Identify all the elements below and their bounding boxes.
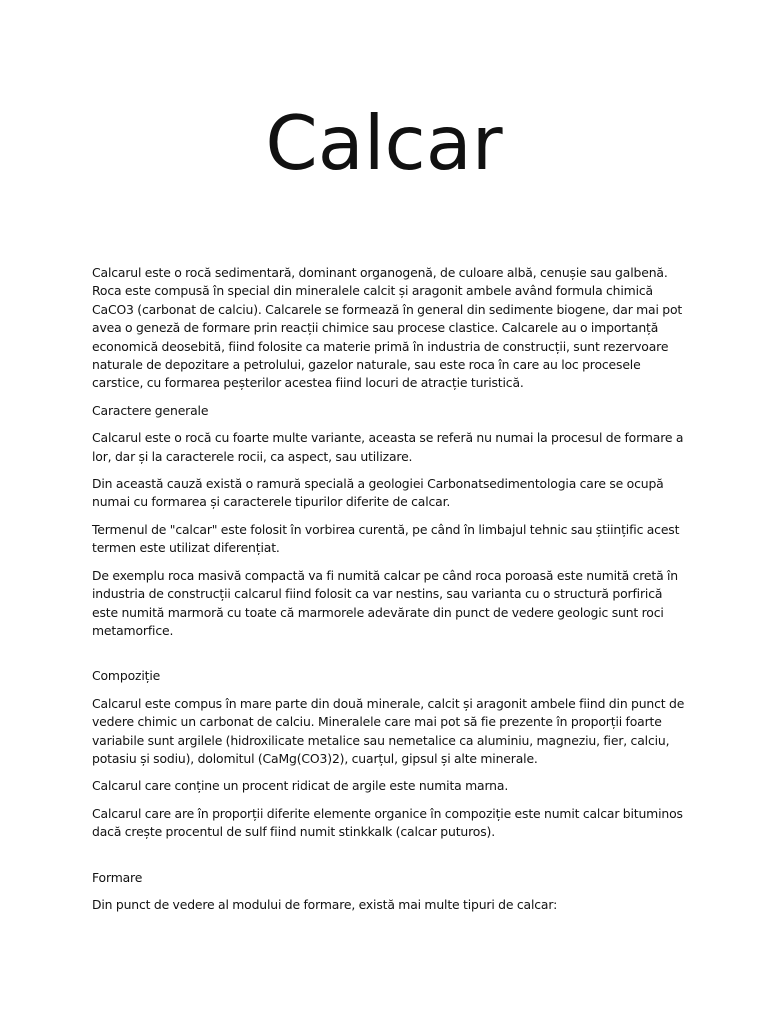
paragraph: Din această cauză există o ramură specială a geologiei Carbonatsedimentologia care se ocupă numai cu formarea și caracterele tipurilor diferite de calcar. bbox=[92, 476, 664, 510]
document-body bbox=[92, 264, 686, 923]
spacer bbox=[92, 649, 686, 667]
section-heading-composition: Compoziție bbox=[92, 668, 161, 684]
paragraph: Termenul de "calcar" este folosit în vorbirea curentă, pe când în limbajul tehnic sau științific acest termen este utilizat diferențiat. bbox=[92, 521, 680, 556]
paragraph: Calcarul care conține un procent ridicat de argile este numita marna. bbox=[92, 778, 509, 794]
intro-paragraph: Calcarul este o rocă sedimentară, dominant organogenă, de culoare albă, cenușie sau galbenă. Roca este compusă în special din mineralele calcit și aragonit ambele având formula chimică CaCO3 (carbonat de calciu). Calcarele se formează în general din sedimente biogene, dar mai pot avea o geneză de formare prin reacții chimice sau procese clastice. Calcarele au o importanță economică deosebită, fiind folosite ca materie primă în industria de construcții, sunt rezervoare naturale de depozitare a petrolului, gazelor naturale, sau este roca în care au loc procesele carstice, cu formarea peșterilor acestea fiind locuri de atracție turistică. bbox=[92, 265, 683, 391]
spacer bbox=[92, 851, 686, 869]
paragraph: Calcarul este compus în mare parte din două minerale, calcit și aragonit ambele fiind din punct de vedere chimic un carbonat de calciu. Mineralele care mai pot să fie prezente în proporții foarte variabile sunt argilele (hidroxilicate metalice sau nemetalice ca aluminiu, magneziu, fier, calciu, potasiu și sodiu), dolomitul (CaMg(CO3)2), cuarțul, gipsul și alte minerale. bbox=[92, 695, 685, 766]
document-title: Calcar bbox=[265, 99, 503, 187]
section-heading-formation: Formare bbox=[92, 869, 143, 885]
section-heading-general: Caractere generale bbox=[92, 402, 209, 418]
paragraph: Din punct de vedere al modului de formare, există mai multe tipuri de calcar: bbox=[92, 896, 558, 912]
paragraph: De exemplu roca masivă compactă va fi numită calcar pe când roca poroasă este numită cretă în industria de construcții calcarul fiind folosit ca var nestins, sau varianta cu o structură porfirică este numită marmoră cu toate că marmorele adevărate din punct de vedere geologic sunt roci metamorfice. bbox=[92, 567, 679, 638]
paragraph: Calcarul care are în proporții diferite elemente organice în compoziție este numit calcar bituminos dacă crește procentul de sulf fiind numit stinkkalk (calcar puturos). bbox=[92, 805, 683, 840]
paragraph: Calcarul este o rocă cu foarte multe variante, aceasta se referă nu numai la procesul de formare a lor, dar și la caracterele rocii, ca aspect, sau utilizare. bbox=[92, 430, 684, 464]
